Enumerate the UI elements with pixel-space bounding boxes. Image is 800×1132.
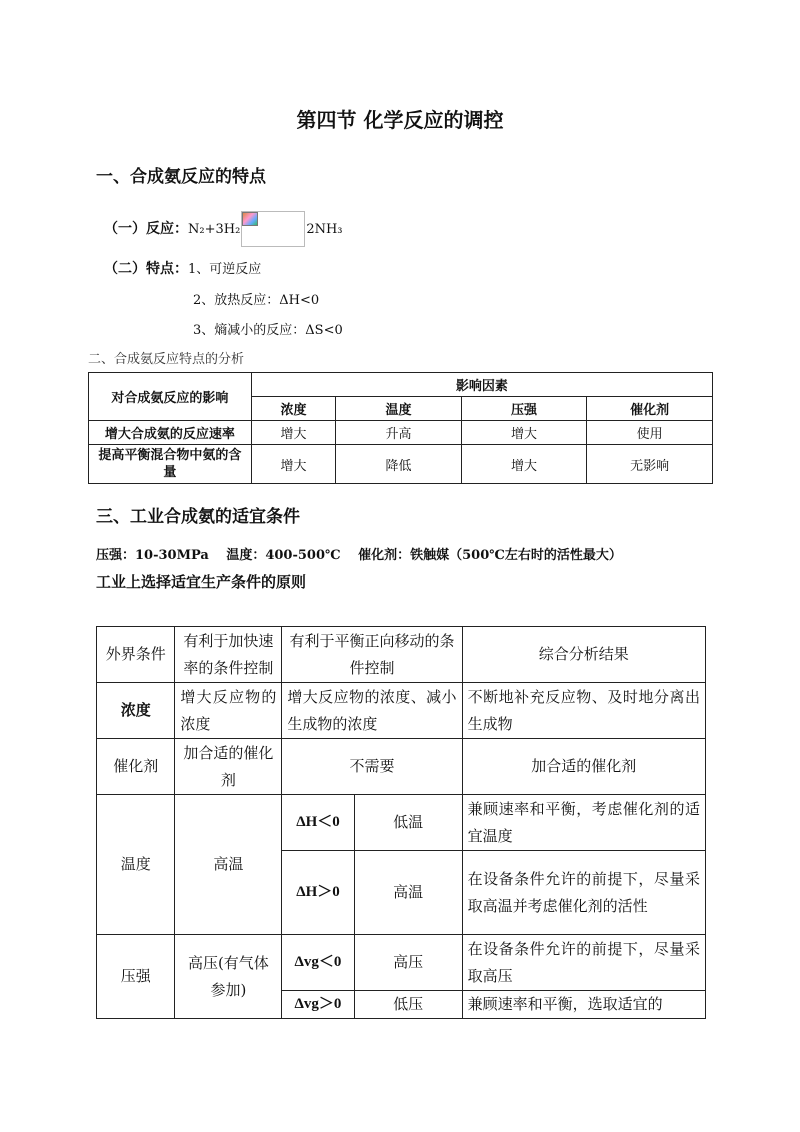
table-cell: 不需要: [282, 739, 462, 795]
table-cell: 高温: [175, 795, 282, 935]
principle-heading: 工业上选择适宜生产条件的原则: [96, 573, 307, 591]
table-cell: 升高: [336, 421, 462, 445]
page-title: 第四节 化学反应的调控: [296, 108, 504, 132]
column-header: 温度: [336, 397, 462, 421]
column-header: 综合分析结果: [462, 627, 705, 683]
column-header: 压强: [461, 397, 587, 421]
row-header: 温度: [97, 795, 175, 935]
table-cell: 增大: [251, 421, 335, 445]
table-row: [97, 935, 706, 991]
reaction-arrow-image: [241, 211, 305, 247]
table-cell: 加合适的催化剂: [462, 739, 705, 795]
table-cell: 加合适的催化剂: [175, 739, 282, 795]
table-row: [97, 795, 706, 851]
table-corner-header: 对合成氨反应的影响: [89, 373, 252, 421]
table-row: [97, 739, 706, 795]
table-cell: 高压(有气体参加): [175, 935, 282, 1019]
condition-cell: ΔH＞0: [282, 851, 354, 935]
column-header: 有利于平衡正向移动的条件控制: [282, 627, 462, 683]
row-header: 增大合成氨的反应速率: [89, 421, 252, 445]
column-header: 有利于加快速率的条件控制: [175, 627, 282, 683]
reaction-line: [104, 211, 343, 247]
condition-cell: ΔH＜0: [282, 795, 354, 851]
table-cell: 增大: [461, 421, 587, 445]
row-header: 浓度: [97, 683, 175, 739]
table-cell: 增大反应物的浓度: [175, 683, 282, 739]
feature-item: 3、熵减小的反应：ΔS<0: [193, 323, 343, 338]
feature-item: 1、可逆反应: [188, 262, 262, 277]
choice-cell: 低温: [354, 795, 462, 851]
column-header: 浓度: [251, 397, 335, 421]
choice-cell: 低压: [354, 991, 462, 1019]
row-header: 催化剂: [97, 739, 175, 795]
conditions-table: [96, 626, 706, 1019]
section1-heading: 一、合成氨反应的特点: [96, 167, 266, 187]
table-cell: 增大: [251, 445, 335, 484]
column-header: 催化剂: [587, 397, 713, 421]
section3-heading: 三、工业合成氨的适宜条件: [96, 507, 300, 527]
reaction-lhs: N₂+3H₂: [188, 222, 241, 237]
table-row: [89, 421, 713, 445]
table-cell: 在设备条件允许的前提下，尽量采取高压: [462, 935, 705, 991]
choice-cell: 高温: [354, 851, 462, 935]
features-label: （二）特点：: [104, 261, 188, 277]
table-cell: 增大: [461, 445, 587, 484]
choice-cell: 高压: [354, 935, 462, 991]
table-cell: 降低: [336, 445, 462, 484]
table-cell: 使用: [587, 421, 713, 445]
table-row: [97, 683, 706, 739]
feature-item: 2、放热反应：ΔH<0: [193, 293, 320, 308]
condition-cell: Δvg＜0: [282, 935, 354, 991]
section2-heading: 二、合成氨反应特点的分析: [88, 352, 245, 367]
analysis-table: [88, 372, 713, 484]
features-line: [104, 258, 261, 278]
condition-cell: Δvg＞0: [282, 991, 354, 1019]
column-header: 外界条件: [97, 627, 175, 683]
table-cell: 无影响: [587, 445, 713, 484]
reaction-rhs: 2NH₃: [306, 222, 343, 237]
broken-image-icon: [242, 212, 258, 226]
group-header: 影响因素: [251, 373, 712, 397]
table-cell: 兼顾速率和平衡，选取适宜的: [462, 991, 705, 1019]
reaction-label: （一）反应：: [104, 221, 188, 237]
row-header: 压强: [97, 935, 175, 1019]
conditions-line: 压强：10-30MPa 温度：400-500℃ 催化剂：铁触媒（500℃左右时的活性最大）: [96, 548, 622, 563]
row-header: 提高平衡混合物中氨的含量: [89, 445, 252, 484]
table-cell: 增大反应物的浓度、减小生成物的浓度: [282, 683, 462, 739]
table-row: [89, 445, 713, 484]
table-cell: 不断地补充反应物、及时地分离出生成物: [462, 683, 705, 739]
table-cell: 在设备条件允许的前提下，尽量采取高温并考虑催化剂的活性: [462, 851, 705, 935]
table-cell: 兼顾速率和平衡，考虑催化剂的适宜温度: [462, 795, 705, 851]
